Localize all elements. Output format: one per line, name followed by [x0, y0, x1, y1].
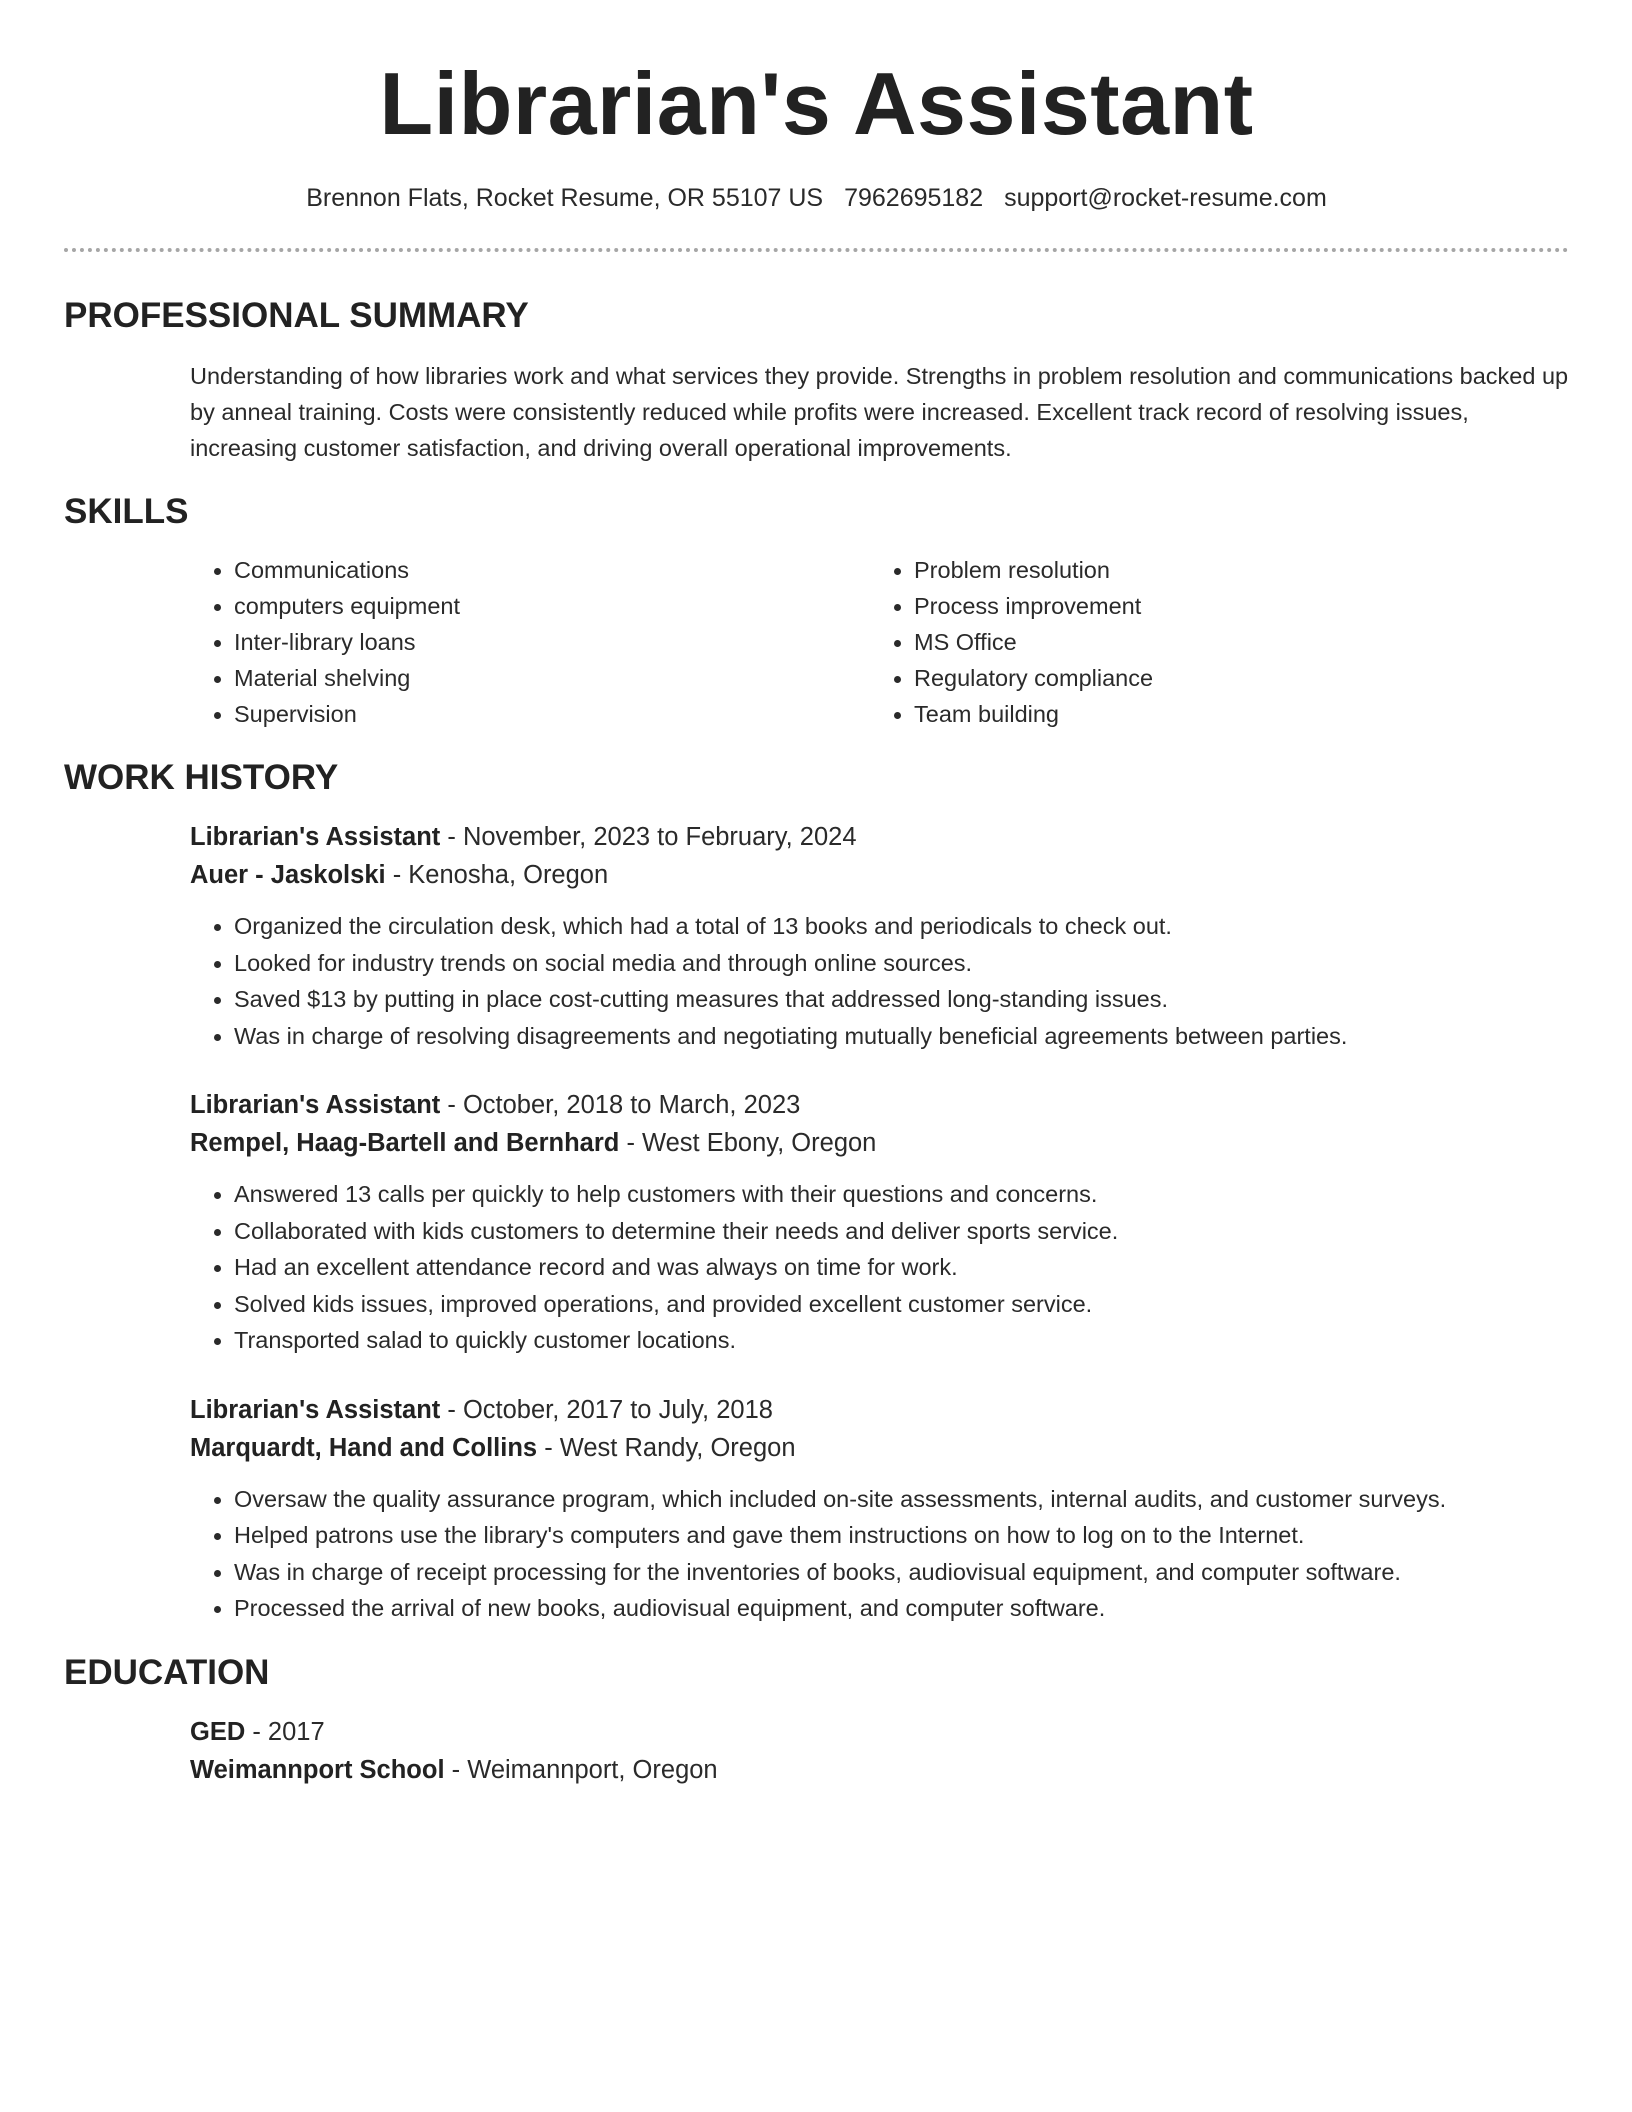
skill-item: • Material shelving	[234, 660, 870, 696]
skills-column-left	[190, 552, 870, 732]
job-bullets	[190, 908, 1569, 1054]
job-company-line	[190, 856, 1569, 894]
job-bullet: • Transported salad to quickly customer locations.	[234, 1322, 1569, 1359]
job-company: Auer - Jaskolski	[190, 861, 386, 889]
education-degree-line	[190, 1713, 1569, 1751]
summary-text: Understanding of how libraries work and what services they provide. Strengths in problem resolution and communications backed up by anneal training. Costs were consistently reduced while profits were increased. Excellent track record of resolving issues, increasing customer satisfaction, and driving overall operational improvements.	[190, 363, 1569, 461]
education-heading: EDUCATION	[64, 1652, 270, 1692]
job-bullet: • Was in charge of receipt processing for the inventories of books, audiovisual equipment, and computer software.	[234, 1554, 1569, 1591]
summary-section	[64, 294, 1569, 466]
job-bullet: • Had an excellent attendance record and was always on time for work.	[234, 1249, 1569, 1286]
job-dates: - October, 2017 to July, 2018	[440, 1395, 773, 1424]
work-history-heading: WORK HISTORY	[64, 758, 339, 797]
job-bullet: • Organized the circulation desk, which had a total of 13 books and periodicals to check out.	[234, 908, 1569, 945]
contact-address: Brennon Flats, Rocket Resume, OR 55107 US	[306, 184, 824, 212]
job-title-line	[190, 818, 1569, 856]
job-bullets	[190, 1176, 1569, 1359]
job-title-line	[190, 1086, 1569, 1124]
education-degree: GED	[190, 1717, 246, 1746]
job-company: Rempel, Haag-Bartell and Bernhard	[190, 1129, 620, 1157]
job-bullet: • Was in charge of resolving disagreements and negotiating mutually beneficial agreements between parties.	[234, 1018, 1569, 1055]
job-position: Librarian's Assistant	[190, 1091, 441, 1119]
skills-heading: SKILLS	[64, 492, 189, 531]
job-bullet: • Processed the arrival of new books, audiovisual equipment, and computer software.	[234, 1590, 1569, 1627]
job-dates: - November, 2023 to February, 2024	[440, 823, 857, 851]
skill-item: • MS Office	[914, 624, 1550, 660]
skill-item: • Team building	[914, 696, 1550, 732]
job-bullet: • Solved kids issues, improved operations, and provided excellent customer service.	[234, 1286, 1569, 1323]
resume-page	[64, 0, 1569, 1789]
contact-info	[64, 182, 1569, 214]
job-bullet: • Helped patrons use the library's computers and gave them instructions on how to log on to the Internet.	[234, 1517, 1569, 1554]
skill-item: • Inter-library loans	[234, 624, 870, 660]
education-section	[64, 1651, 1569, 1789]
skill-item: • Regulatory compliance	[914, 660, 1550, 696]
job-dates: - October, 2018 to March, 2023	[440, 1091, 801, 1119]
job-bullets	[190, 1481, 1569, 1627]
work-history-section	[64, 756, 1569, 1627]
summary-heading: PROFESSIONAL SUMMARY	[64, 296, 529, 335]
job-entry	[190, 818, 1569, 1054]
job-bullet: • Collaborated with kids customers to determine their needs and deliver sports service.	[234, 1213, 1569, 1250]
education-school: Weimannport School	[190, 1755, 445, 1784]
resume-name: Librarian's Assistant	[379, 54, 1254, 153]
skills-column-right	[870, 552, 1550, 732]
skill-item: • Process improvement	[914, 588, 1550, 624]
job-location: - West Randy, Oregon	[537, 1433, 796, 1462]
job-position: Librarian's Assistant	[190, 1395, 441, 1424]
job-title-line	[190, 1391, 1569, 1429]
job-location: - West Ebony, Oregon	[619, 1129, 877, 1157]
education-entry	[190, 1713, 1569, 1789]
job-company-line	[190, 1429, 1569, 1467]
education-location: - Weimannport, Oregon	[444, 1755, 718, 1784]
job-bullet: • Answered 13 calls per quickly to help customers with their questions and concerns.	[234, 1176, 1569, 1213]
skill-item: • computers equipment	[234, 588, 870, 624]
job-bullet: • Oversaw the quality assurance program, which included on-site assessments, internal audits, and customer surveys.	[234, 1481, 1569, 1518]
skill-item: • Communications	[234, 552, 870, 588]
job-location: - Kenosha, Oregon	[385, 861, 609, 889]
job-bullet: • Saved $13 by putting in place cost-cutting measures that addressed long-standing issues.	[234, 981, 1569, 1018]
skill-item: • Supervision	[234, 696, 870, 732]
education-year: - 2017	[245, 1717, 325, 1746]
contact-phone: 7962695182	[844, 184, 984, 212]
education-school-line	[190, 1751, 1569, 1789]
job-position: Librarian's Assistant	[190, 823, 441, 851]
skills-list	[190, 552, 1570, 732]
job-company: Marquardt, Hand and Collins	[190, 1433, 538, 1462]
job-bullet: • Looked for industry trends on social media and through online sources.	[234, 945, 1569, 982]
header-divider	[64, 248, 1569, 252]
skills-section	[64, 490, 1569, 732]
job-entry	[190, 1391, 1569, 1627]
job-entry	[190, 1086, 1569, 1359]
job-company-line	[190, 1124, 1569, 1162]
summary-body	[190, 358, 1569, 466]
skill-item: • Problem resolution	[914, 552, 1550, 588]
contact-email: support@rocket-resume.com	[1004, 184, 1327, 212]
